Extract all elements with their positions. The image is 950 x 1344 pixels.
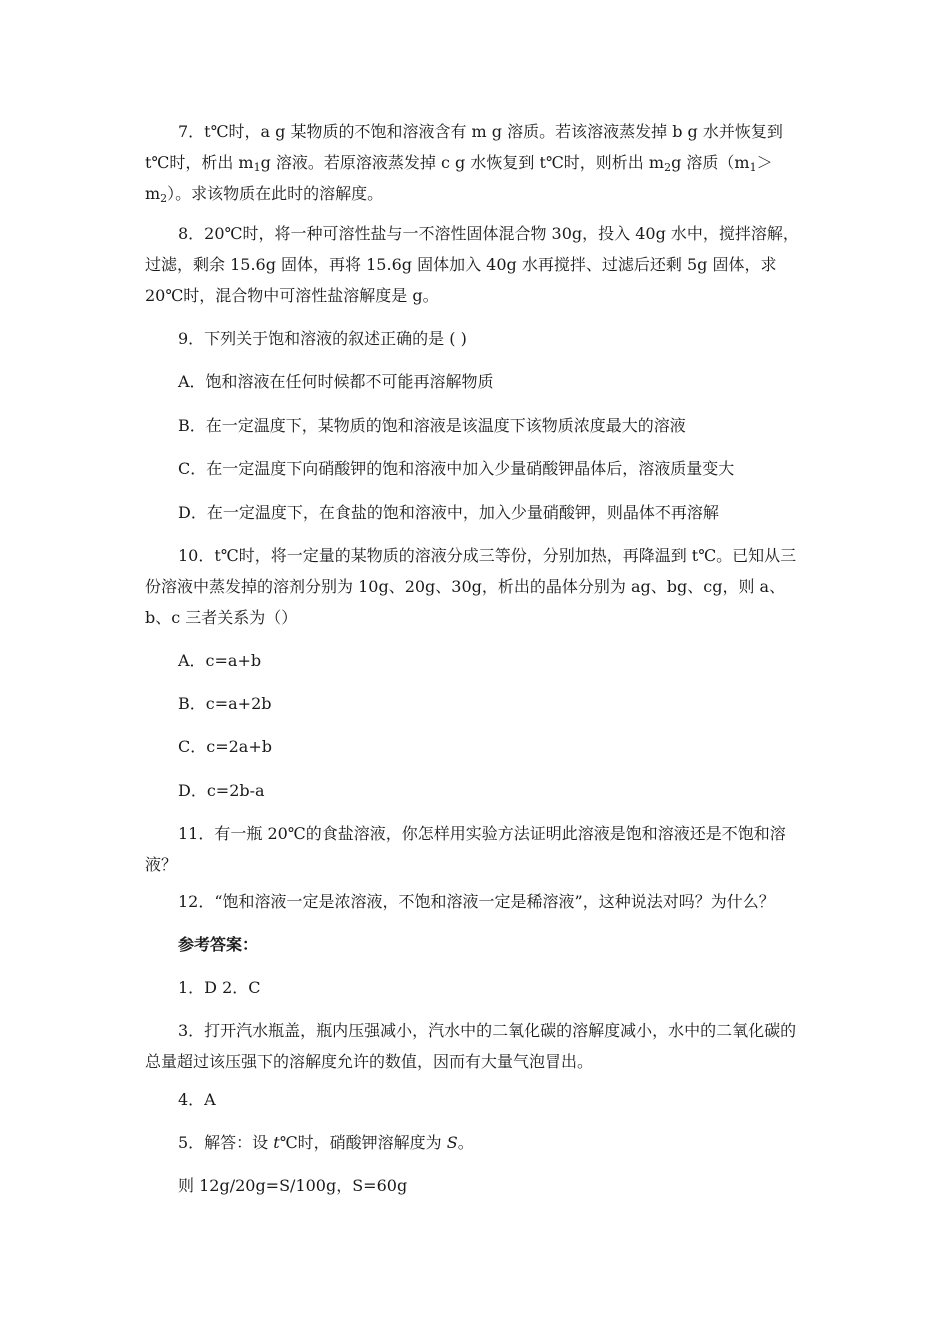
q7-subscript-4: 2 <box>160 192 168 205</box>
answer-5-text-3: 。 <box>457 1133 474 1152</box>
question-7 <box>145 116 807 209</box>
answer-5-text-2: ℃时，硝酸钾溶解度为 <box>279 1133 447 1152</box>
q7-subscript-1: 1 <box>253 161 261 174</box>
q7-text-4: ＞m <box>145 153 773 203</box>
question-9-option-a: A．饱和溶液在任何时候都不可能再溶解物质 <box>178 372 494 391</box>
question-9-option-d: D．在一定温度下，在食盐的饱和溶液中，加入少量硝酸钾，则晶体不再溶解 <box>178 503 719 522</box>
question-10-stem: 10．t℃时，将一定量的某物质的溶液分成三等份，分别加热，再降温到 t℃。已知从三份溶液中蒸发掉的溶剂分别为 10g、20g、30g，析出的晶体分别为 ag、bg、cg，则 a、b、c 三者关系为（） <box>145 546 797 627</box>
question-11: 11．有一瓶 20℃的食盐溶液，你怎样用实验方法证明此溶液是饱和溶液还是不饱和溶液？ <box>145 824 786 874</box>
q7-text-1: 7．t℃时，a g 某物质的不饱和溶液含有 m g 溶质。若该溶液蒸发掉 b g 水并恢复到 t℃时，析出 m <box>145 122 783 172</box>
q7-text-2: g 溶液。若原溶液蒸发掉 c g 水恢复到 t℃时，则析出 m <box>260 153 665 172</box>
answer-1-2: 1．D 2．C <box>178 978 261 997</box>
question-9-option-b: B．在一定温度下，某物质的饱和溶液是该温度下该物质浓度最大的溶液 <box>178 416 686 435</box>
question-12: 12．“饱和溶液一定是浓溶液，不饱和溶液一定是稀溶液”，这种说法对吗？为什么？ <box>178 892 775 911</box>
q7-text-3: g 溶质（m <box>671 153 750 172</box>
question-8: 8．20℃时，将一种可溶性盐与一不溶性固体混合物 30g，投入 40g 水中，搅拌溶解，过滤，剩余 15.6g 固体，再将 15.6g 固体加入 40g 水再搅拌、过滤后还剩 5g 固体，求 20℃时，混合物中可溶性盐溶解度是 g。 <box>145 224 799 305</box>
q7-subscript-2: 2 <box>664 161 672 174</box>
q7-text-5: ）。求该物质在此时的溶解度。 <box>167 184 384 203</box>
question-9-option-c: C．在一定温度下向硝酸钾的饱和溶液中加入少量硝酸钾晶体后，溶液质量变大 <box>178 459 735 478</box>
question-10-option-c: C．c=2a+b <box>178 737 272 756</box>
answer-3: 3．打开汽水瓶盖，瓶内压强减小，汽水中的二氧化碳的溶解度减小，水中的二氧化碳的总量超过该压强下的溶解度允许的数值，因而有大量气泡冒出。 <box>145 1021 797 1071</box>
answer-5-variable-s: S <box>446 1133 458 1152</box>
question-10-option-d: D．c=2b-a <box>178 781 265 800</box>
question-10-option-b: B．c=a+2b <box>178 694 272 713</box>
answer-5 <box>178 1127 807 1158</box>
answer-5-text-1: 5．解答：设 <box>178 1133 274 1152</box>
q7-subscript-3: 1 <box>749 161 757 174</box>
answer-5-equation: 则 12g/20g=S/100g，S=60g <box>178 1176 408 1195</box>
answer-5-variable-t: t <box>273 1133 280 1152</box>
question-10-option-a: A．c=a+b <box>178 651 262 670</box>
question-9-stem: 9．下列关于饱和溶液的叙述正确的是 ( ) <box>178 329 467 348</box>
answers-heading: 参考答案： <box>178 935 259 954</box>
answer-4: 4．A <box>178 1090 216 1109</box>
